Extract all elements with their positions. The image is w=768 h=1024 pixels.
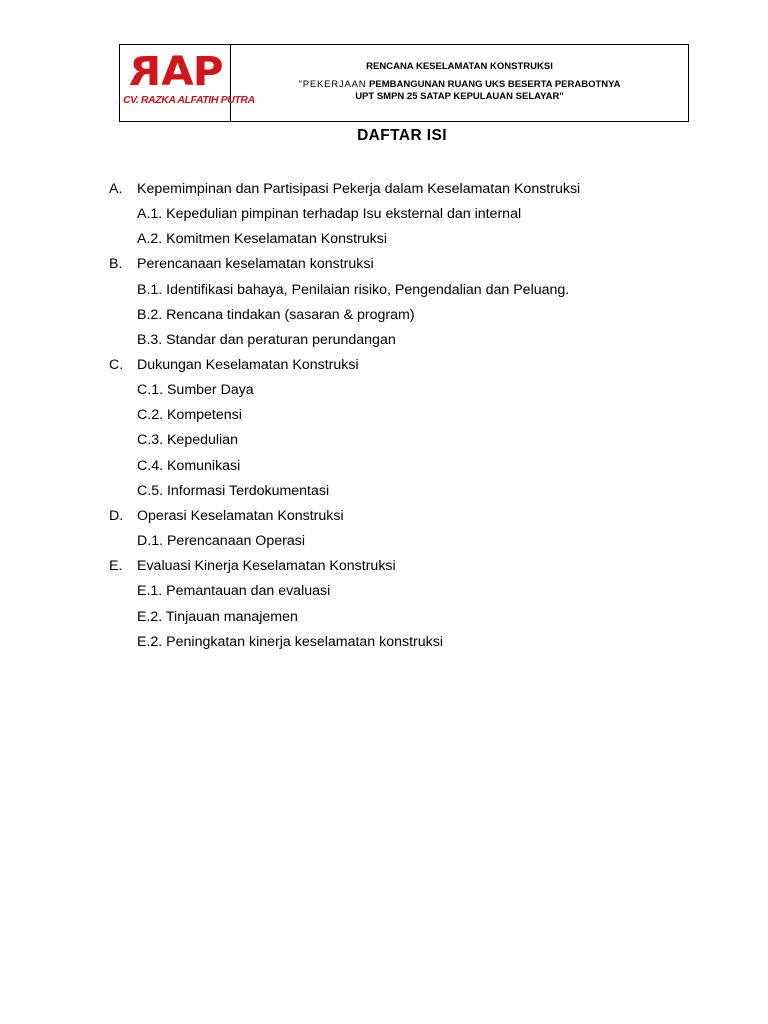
- document-header: [119, 44, 689, 122]
- toc-item-label: A.1. Kepedulian pimpinan terhadap Isu eksternal dan internal: [137, 206, 522, 222]
- page-title: DAFTAR ISI: [357, 127, 447, 144]
- company-name: CV. RAZKA ALFATIH PUTRA: [123, 94, 255, 106]
- toc-section-title: Perencanaan keselamatan konstruksi: [137, 256, 374, 272]
- toc-section-title: Evaluasi Kinerja Keselamatan Konstruksi: [137, 558, 396, 574]
- header-project-line1: [299, 79, 621, 90]
- toc-item-label: C.5. Informasi Terdokumentasi: [137, 483, 330, 499]
- header-project-rest: PEMBANGUNAN RUANG UKS BESERTA PERABOTNYA: [369, 79, 621, 90]
- toc-section-title: Dukungan Keselamatan Konstruksi: [137, 357, 359, 373]
- toc-item-label: E.2. Tinjauan manajemen: [137, 609, 298, 625]
- toc-item-label: B.3. Standar dan peraturan perundangan: [137, 332, 396, 348]
- toc-section-title: Kepemimpinan dan Partisipasi Pekerja dalam Keselamatan Konstruksi: [137, 181, 581, 197]
- toc-item-label: C.4. Komunikasi: [137, 458, 241, 474]
- toc-letter: A.: [109, 181, 123, 197]
- toc-letter: E.: [109, 558, 123, 574]
- toc-item-label: B.2. Rencana tindakan (sasaran & program): [137, 307, 415, 323]
- logo-mark: RAP: [130, 49, 223, 95]
- company-logo: [120, 45, 255, 121]
- header-title-block: [231, 45, 688, 121]
- toc-letter: C.: [109, 357, 124, 373]
- toc-letter: D.: [109, 508, 124, 524]
- header-title: RENCANA KESELAMATAN KONSTRUKSI: [366, 61, 553, 72]
- toc-section-title: Operasi Keselamatan Konstruksi: [137, 508, 344, 524]
- toc-item-label: A.2. Komitmen Keselamatan Konstruksi: [137, 231, 387, 247]
- header-project-line2: UPT SMPN 25 SATAP KEPULAUAN SELAYAR": [355, 91, 564, 102]
- toc-item-label: E.2. Peningkatan kinerja keselamatan konstruksi: [137, 634, 443, 650]
- toc-item-label: C.2. Kompetensi: [137, 407, 242, 423]
- header-project-lead: "PEKERJAAN: [298, 79, 367, 90]
- toc-item-label: C.3. Kepedulian: [137, 432, 238, 448]
- toc-item-label: B.1. Identifikasi bahaya, Penilaian risiko, Pengendalian dan Peluang.: [137, 282, 570, 298]
- toc-letter: B.: [109, 256, 123, 272]
- toc-item-label: E.1. Pemantauan dan evaluasi: [137, 583, 331, 599]
- toc-item-label: C.1. Sumber Daya: [137, 382, 254, 398]
- toc-item-label: D.1. Perencanaan Operasi: [137, 533, 305, 549]
